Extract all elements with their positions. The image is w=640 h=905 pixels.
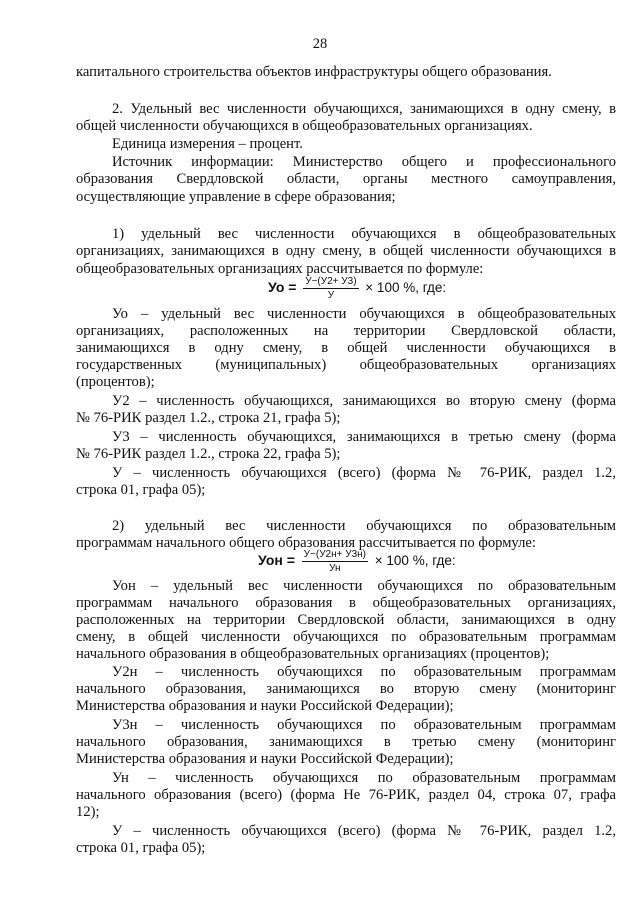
text-line: занимающихся в одну смену, в общей численности обучающихся в: [76, 340, 616, 356]
text-line: начального образования, занимающихся во вторую смену (мониторинг: [76, 681, 616, 697]
text-line: 2) удельный вес численности обучающихся по образовательным: [112, 518, 616, 534]
text-line: Ун – численность обучающихся по образовательным программам: [112, 770, 616, 786]
text-line: образования Свердловской области, органы местного самоуправления,: [76, 171, 616, 187]
formula-1-rhs: × 100 %, где:: [365, 280, 447, 296]
formula-2-fraction: [302, 549, 368, 574]
text-line: Уо – удельный вес численности обучающихся в общеобразовательных: [112, 306, 616, 322]
formula-1: [268, 276, 446, 301]
formula-1-denominator: У: [327, 290, 335, 301]
text-line: капитального строительства объектов инфраструктуры общего образования.: [76, 64, 552, 80]
text-line: У – численность обучающихся (всего) (форма № 76-РИК, раздел 1.2,: [112, 823, 616, 839]
text-line: Министерства образования и науки Российской Федерации);: [76, 698, 454, 714]
formula-1-numerator: У−(У2+ У3): [305, 276, 357, 287]
text-line: смену, в общей численности обучающихся по образовательным программам: [76, 629, 616, 645]
text-line: У3н – численность обучающихся по образовательным программам: [112, 717, 616, 733]
text-line: № 76-РИК раздел 1.2., строка 21, графа 5);: [76, 410, 341, 426]
text-line: начального образования, занимающихся в третью смену (мониторинг: [76, 734, 616, 750]
text-line: строка 01, графа 05);: [76, 840, 206, 856]
formula-1-lhs: Уо =: [268, 279, 297, 296]
text-line: общеобразовательных организациях рассчитывается по формуле:: [76, 261, 484, 277]
text-line: № 76-РИК раздел 1.2., строка 22, графа 5);: [76, 446, 341, 462]
formula-2-lhs: Уон =: [258, 552, 295, 569]
text-line: Уон – удельный вес численности обучающихся по образовательным: [112, 578, 616, 594]
text-line: 1) удельный вес численности обучающихся в общеобразовательных: [112, 226, 616, 242]
text-line: организациях, занимающихся в одну смену, в общей численности обучающихся в: [76, 243, 616, 259]
text-line: строка 01, графа 05);: [76, 482, 206, 498]
text-line: программам начального образования в общеобразовательных организациях,: [76, 595, 616, 611]
text-line: 2. Удельный вес численности обучающихся, занимающихся в одну смену, в: [112, 101, 616, 117]
text-line: Источник информации: Министерство общего и профессионального: [112, 154, 616, 170]
page-number: 28: [312, 36, 328, 52]
formula-2: [258, 549, 456, 574]
text-line: Министерства образования и науки Российской Федерации);: [76, 751, 454, 767]
formula-1-fraction: [303, 276, 358, 301]
text-line: начального образования (всего) (форма Не 76-РИК, раздел 04, строка 07, графа: [76, 787, 616, 803]
text-line: У2 – численность обучающихся, занимающихся во вторую смену (форма: [112, 393, 616, 409]
text-line: программам начального общего образования рассчитывается по формуле:: [76, 535, 536, 551]
text-line: осуществляющие управление в сфере образования;: [76, 189, 396, 205]
text-line: организациях, расположенных на территории Свердловской области,: [76, 323, 616, 339]
text-line: Единица измерения – процент.: [112, 136, 303, 152]
text-line: государственных (муниципальных) общеобразовательных организациях: [76, 357, 616, 373]
text-line: (процентов);: [76, 374, 155, 390]
text-line: расположенных на территории Свердловской области, занимающихся в одну: [76, 612, 616, 628]
formula-2-rhs: × 100 %, где:: [374, 553, 456, 569]
formula-2-numerator: У−(У2н+ У3н): [303, 549, 367, 560]
text-line: 12);: [76, 804, 100, 820]
formula-2-denominator: Ун: [329, 563, 341, 574]
text-line: У2н – численность обучающихся по образовательным программам: [112, 664, 616, 680]
text-line: У – численность обучающихся (всего) (форма № 76-РИК, раздел 1.2,: [112, 465, 616, 481]
text-line: общей численности обучающихся в общеобразовательных организациях.: [76, 118, 533, 134]
text-line: начального образования в общеобразовательных организациях (процентов);: [76, 646, 550, 662]
text-line: У3 – численность обучающихся, занимающихся в третью смену (форма: [112, 429, 616, 445]
